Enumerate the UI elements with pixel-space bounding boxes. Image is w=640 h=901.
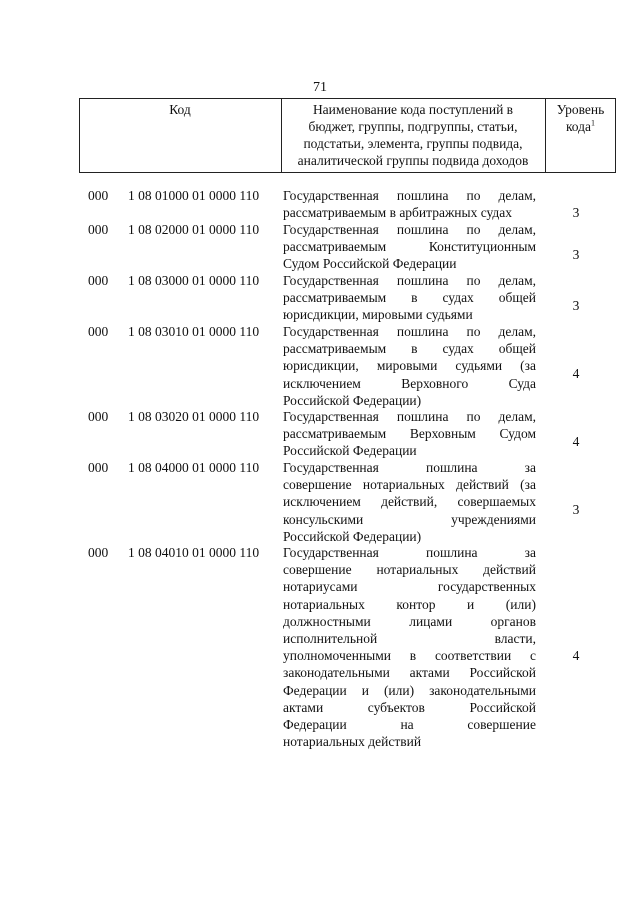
row-name-line: Государственная пошлина по делам, — [283, 222, 536, 237]
row-name-line: Государственная пошлина по делам, — [283, 324, 536, 339]
row-name-line: рассматриваемым в судах общей — [283, 341, 536, 357]
header-top-border — [79, 98, 616, 99]
row-name — [283, 459, 536, 545]
row-name-line: исключением действий, совершаемых — [283, 494, 536, 510]
row-name-line: Российской Федерации) — [283, 528, 422, 544]
footnote-marker: 1 — [591, 118, 596, 128]
row-name-line: исключением Верховного Суда — [283, 375, 536, 391]
row-income-code: 1 08 03000 01 0000 110 — [128, 273, 260, 288]
row-name-line: рассматриваемым Верховным Судом — [283, 426, 536, 442]
header-name — [281, 101, 545, 169]
row-name-line: Государственная пошлина по делам, — [283, 409, 536, 424]
row-name-line: Государственная пошлина за — [283, 460, 536, 475]
row-name-line: совершение нотариальных действий — [283, 562, 536, 578]
row-income-code: 1 08 01000 01 0000 110 — [128, 188, 260, 203]
row-level: 3 — [572, 204, 580, 220]
row-level: 3 — [572, 247, 580, 263]
row-level: 4 — [572, 366, 580, 382]
row-name — [283, 323, 536, 409]
row-name-line: законодательными актами Российской — [283, 665, 536, 681]
header-level — [545, 101, 616, 135]
row-income-code: 1 08 03020 01 0000 110 — [128, 409, 260, 424]
row-level: 4 — [572, 647, 580, 663]
row-level: 3 — [572, 298, 580, 314]
row-name-line: консульскими учреждениями — [283, 511, 536, 527]
row-type-code: 000 — [88, 545, 109, 560]
row-name-line: Государственная пошлина по делам, — [283, 188, 536, 203]
row-name-line: должностными лицами органов — [283, 613, 536, 629]
header-level-line — [545, 118, 616, 135]
table-header — [79, 98, 616, 173]
row-name-line: нотариальных действий — [283, 734, 422, 750]
row-type-code: 000 — [88, 222, 109, 237]
row-type-code: 000 — [88, 460, 109, 475]
header-code: Код — [169, 102, 191, 117]
row-type-code: 000 — [88, 273, 109, 288]
row-income-code: 1 08 03010 01 0000 110 — [128, 324, 260, 339]
row-level: 4 — [572, 434, 580, 450]
row-name-line: Российской Федерации) — [283, 392, 422, 408]
row-name-line: юрисдикции, мировыми судьями (за — [283, 358, 536, 374]
header-name-line: бюджет, группы, подгруппы, статьи, — [308, 119, 518, 134]
row-type-code: 000 — [88, 324, 109, 339]
row-income-code: 1 08 04010 01 0000 110 — [128, 545, 260, 560]
row-name-line: рассматриваемым Конституционным — [283, 239, 536, 255]
row-name-line: нотариусами государственных — [283, 579, 536, 595]
row-name — [283, 544, 536, 750]
row-level: 3 — [572, 502, 580, 518]
row-name — [283, 408, 536, 460]
row-name-line: уполномоченными в соответствии с — [283, 648, 536, 664]
row-name-line: рассматриваемым в арбитражных судах — [283, 205, 513, 221]
row-name-line: исполнительной власти, — [283, 631, 536, 647]
row-name-line: нотариальных контор и (или) — [283, 596, 536, 612]
header-level-line: Уровень — [556, 102, 605, 117]
row-name-line: совершение нотариальных действий (за — [283, 477, 536, 493]
row-name — [283, 272, 536, 324]
header-name-line: Наименование кода поступлений в — [312, 102, 514, 117]
row-name-line: Российской Федерации — [283, 443, 417, 459]
row-type-code: 000 — [88, 188, 109, 203]
page-number: 71 — [313, 80, 327, 95]
row-name-line: Федерации и (или) законодательными — [283, 682, 536, 698]
header-level-text: кода — [565, 119, 592, 134]
row-name-line: Федерации на совершение — [283, 717, 536, 733]
row-name-line: юрисдикции, мировыми судьями — [283, 307, 473, 323]
row-name — [283, 187, 536, 221]
row-name-line: Государственная пошлина за — [283, 545, 536, 560]
header-name-line: аналитической группы подвида доходов — [297, 153, 529, 168]
row-income-code: 1 08 04000 01 0000 110 — [128, 460, 260, 475]
row-income-code: 1 08 02000 01 0000 110 — [128, 222, 260, 237]
row-name-line: Государственная пошлина по делам, — [283, 273, 536, 288]
row-type-code: 000 — [88, 409, 109, 424]
row-name-line: Судом Российской Федерации — [283, 256, 457, 272]
row-name-line: рассматриваемым в судах общей — [283, 290, 536, 306]
header-name-line: подстатьи, элемента, группы подвида, — [303, 136, 523, 151]
row-name — [283, 221, 536, 273]
row-name-line: актами субъектов Российской — [283, 699, 536, 715]
